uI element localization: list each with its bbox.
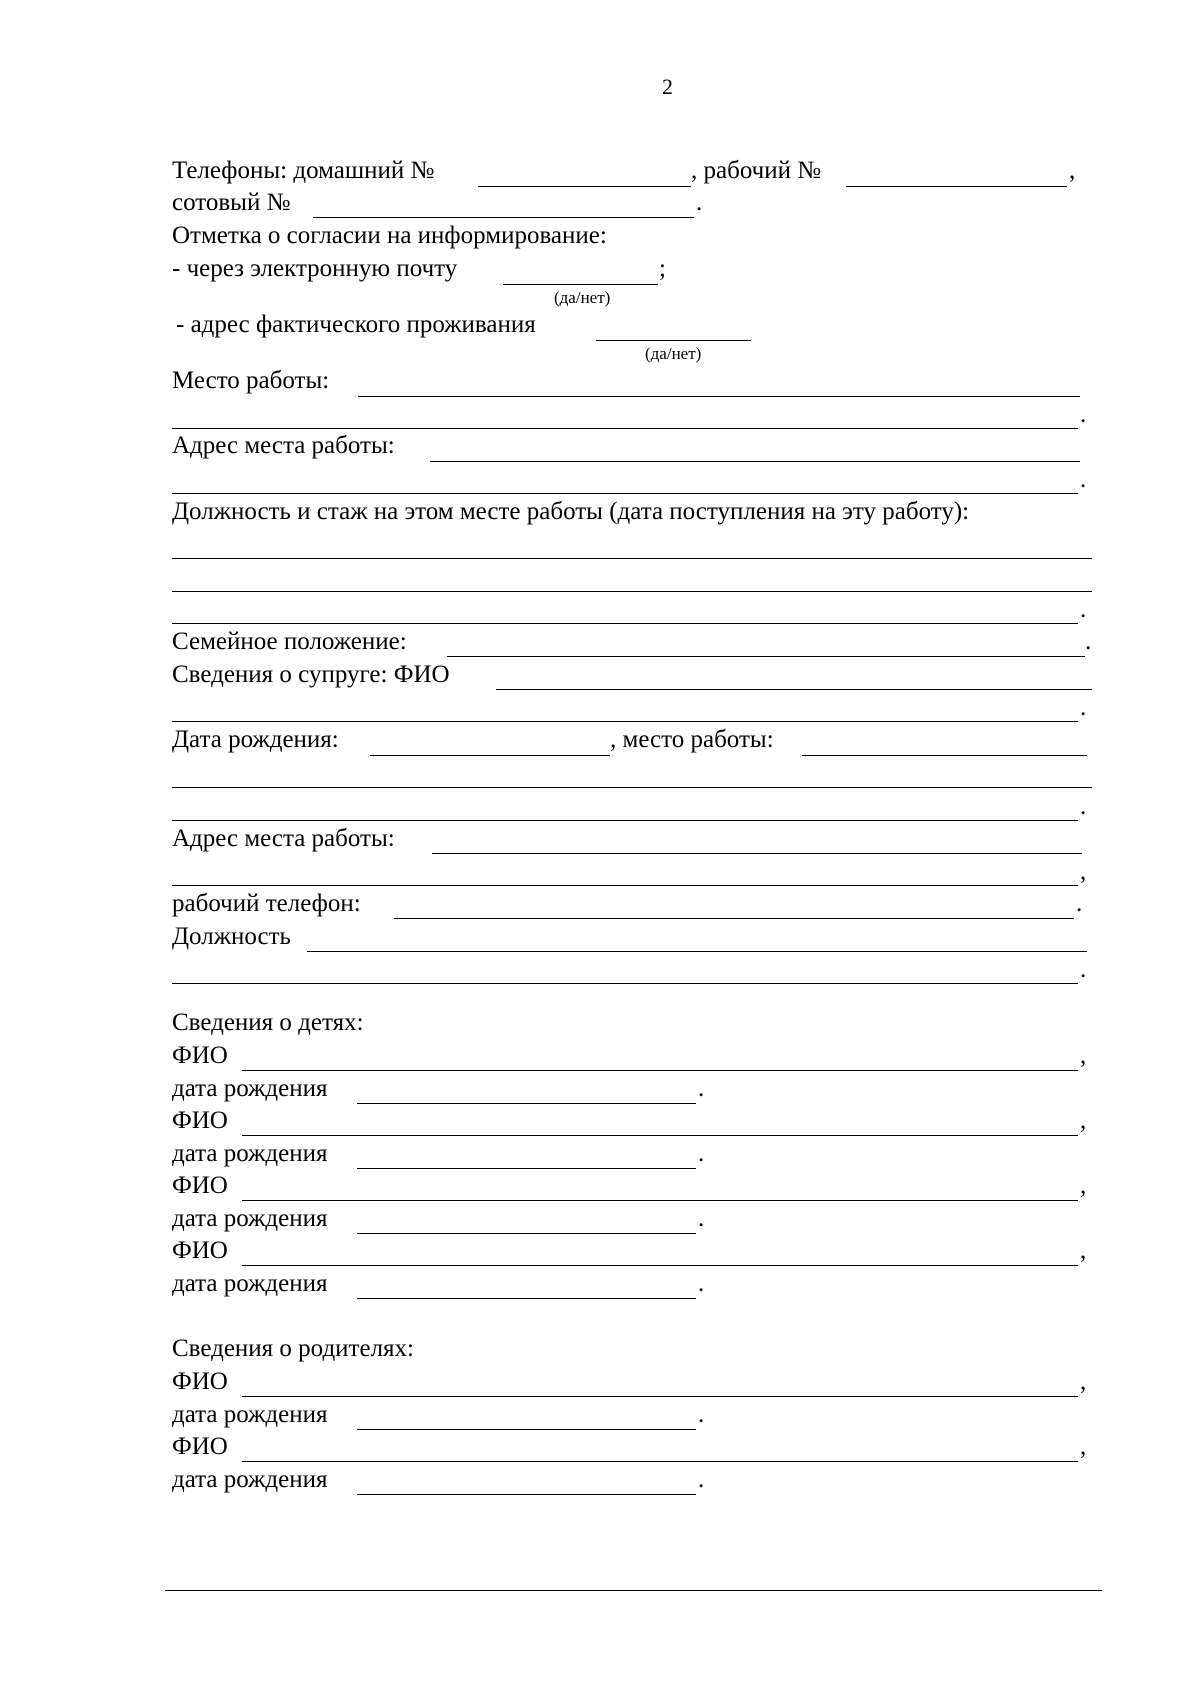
child-1-period: . [698,1075,705,1102]
spouse-address-label: Адрес места работы: [172,825,395,852]
marital-label: Семейное положение: [172,628,407,655]
consent-heading: Отметка о согласии на информирование: [172,222,607,249]
work-position-field-3[interactable] [172,623,1078,624]
work-position-label: Должность и стаж на этом месте работы (дата поступления на эту работу): [172,498,970,525]
marital-field[interactable] [447,656,1085,657]
parent-2-birth-field[interactable] [357,1494,696,1495]
child-4-comma: , [1080,1237,1087,1264]
consent-address-field[interactable] [596,340,751,341]
work-position-period: . [1080,596,1087,623]
child-1-name-label: ФИО [172,1042,228,1069]
spouse-work-label: , место работы: [610,726,774,753]
spouse-work-period: . [1080,793,1087,820]
work-place-label: Место работы: [172,367,330,394]
spouse-position-field[interactable] [307,951,1087,952]
child-3-name-field[interactable] [242,1200,1078,1201]
consent-email-field[interactable] [503,284,658,285]
parent-2-birth-label: дата рождения [172,1466,328,1493]
work-position-field-2[interactable] [172,591,1092,592]
parents-heading: Сведения о родителях: [172,1335,414,1362]
consent-email-hint: (да/нет) [554,288,611,307]
child-1-comma: , [1080,1042,1087,1069]
spouse-position-period: . [1080,956,1087,983]
spouse-address-comma: , [1080,858,1087,885]
parent-2-comma: , [1080,1433,1087,1460]
child-3-period: . [698,1205,705,1232]
work-place-period: . [1080,401,1087,428]
child-1-name-field[interactable] [242,1070,1078,1071]
children-heading: Сведения о детях: [172,1009,364,1036]
consent-email-label: - через электронную почту [172,255,458,282]
child-3-birth-field[interactable] [357,1233,696,1234]
child-2-birth-label: дата рождения [172,1140,328,1167]
child-2-name-field[interactable] [242,1135,1078,1136]
parent-1-name-label: ФИО [172,1368,228,1395]
child-1-birth-label: дата рождения [172,1075,328,1102]
phones-label: Телефоны: домашний № [172,157,435,184]
child-4-period: . [698,1270,705,1297]
spouse-birth-field[interactable] [370,755,610,756]
child-1-birth-field[interactable] [357,1103,696,1104]
spouse-phone-field[interactable] [394,918,1074,919]
work-address-field-2[interactable] [172,493,1078,494]
work-position-field-1[interactable] [172,558,1092,559]
mobile-phone-field[interactable] [313,217,694,218]
spouse-position-label: Должность [172,923,291,950]
mobile-label: сотовый № [172,189,291,216]
work-place-field[interactable] [358,396,1080,397]
child-2-comma: , [1080,1107,1087,1134]
page-number: 2 [662,74,673,99]
spouse-address-field-2[interactable] [172,885,1078,886]
spouse-label: Сведения о супруге: ФИО [172,661,450,688]
parent-1-name-field[interactable] [242,1396,1078,1397]
child-2-period: . [698,1140,705,1167]
spouse-phone-period: . [1076,890,1083,917]
spouse-name-period: . [1080,694,1087,721]
work-phone-label: , рабочий № [691,157,822,184]
spouse-position-field-2[interactable] [172,983,1078,984]
work-address-period: . [1080,466,1087,493]
work-phone-comma: , [1069,157,1076,184]
consent-address-hint: (да/нет) [645,344,702,363]
parent-2-name-field[interactable] [242,1461,1078,1462]
parent-2-name-label: ФИО [172,1433,228,1460]
work-place-field-2[interactable] [172,428,1078,429]
spouse-name-field[interactable] [496,689,1092,690]
spouse-work-field-2[interactable] [172,787,1092,788]
mobile-period: . [696,189,703,216]
child-3-birth-label: дата рождения [172,1205,328,1232]
child-4-birth-field[interactable] [357,1298,696,1299]
marital-period: . [1085,628,1092,655]
consent-address-label: - адрес фактического проживания [176,311,536,338]
child-3-name-label: ФИО [172,1172,228,1199]
parent-1-period: . [698,1401,705,1428]
spouse-address-field[interactable] [432,853,1082,854]
spouse-birth-label: Дата рождения: [172,726,339,753]
parent-1-birth-field[interactable] [357,1429,696,1430]
child-4-name-field[interactable] [242,1265,1078,1266]
consent-email-semicolon: ; [659,255,666,282]
spouse-name-field-2[interactable] [172,721,1078,722]
child-4-name-label: ФИО [172,1237,228,1264]
child-3-comma: , [1080,1172,1087,1199]
parent-1-birth-label: дата рождения [172,1401,328,1428]
spouse-work-field[interactable] [802,755,1087,756]
child-4-birth-label: дата рождения [172,1270,328,1297]
spouse-phone-label: рабочий телефон: [172,890,361,917]
work-phone-field[interactable] [846,186,1067,187]
home-phone-field[interactable] [478,186,691,187]
spouse-work-field-3[interactable] [172,820,1078,821]
footer-divider [165,1590,1102,1591]
child-2-name-label: ФИО [172,1107,228,1134]
parent-2-period: . [698,1466,705,1493]
parent-1-comma: , [1080,1368,1087,1395]
work-address-label: Адрес места работы: [172,432,395,459]
work-address-field[interactable] [430,461,1080,462]
child-2-birth-field[interactable] [357,1168,696,1169]
